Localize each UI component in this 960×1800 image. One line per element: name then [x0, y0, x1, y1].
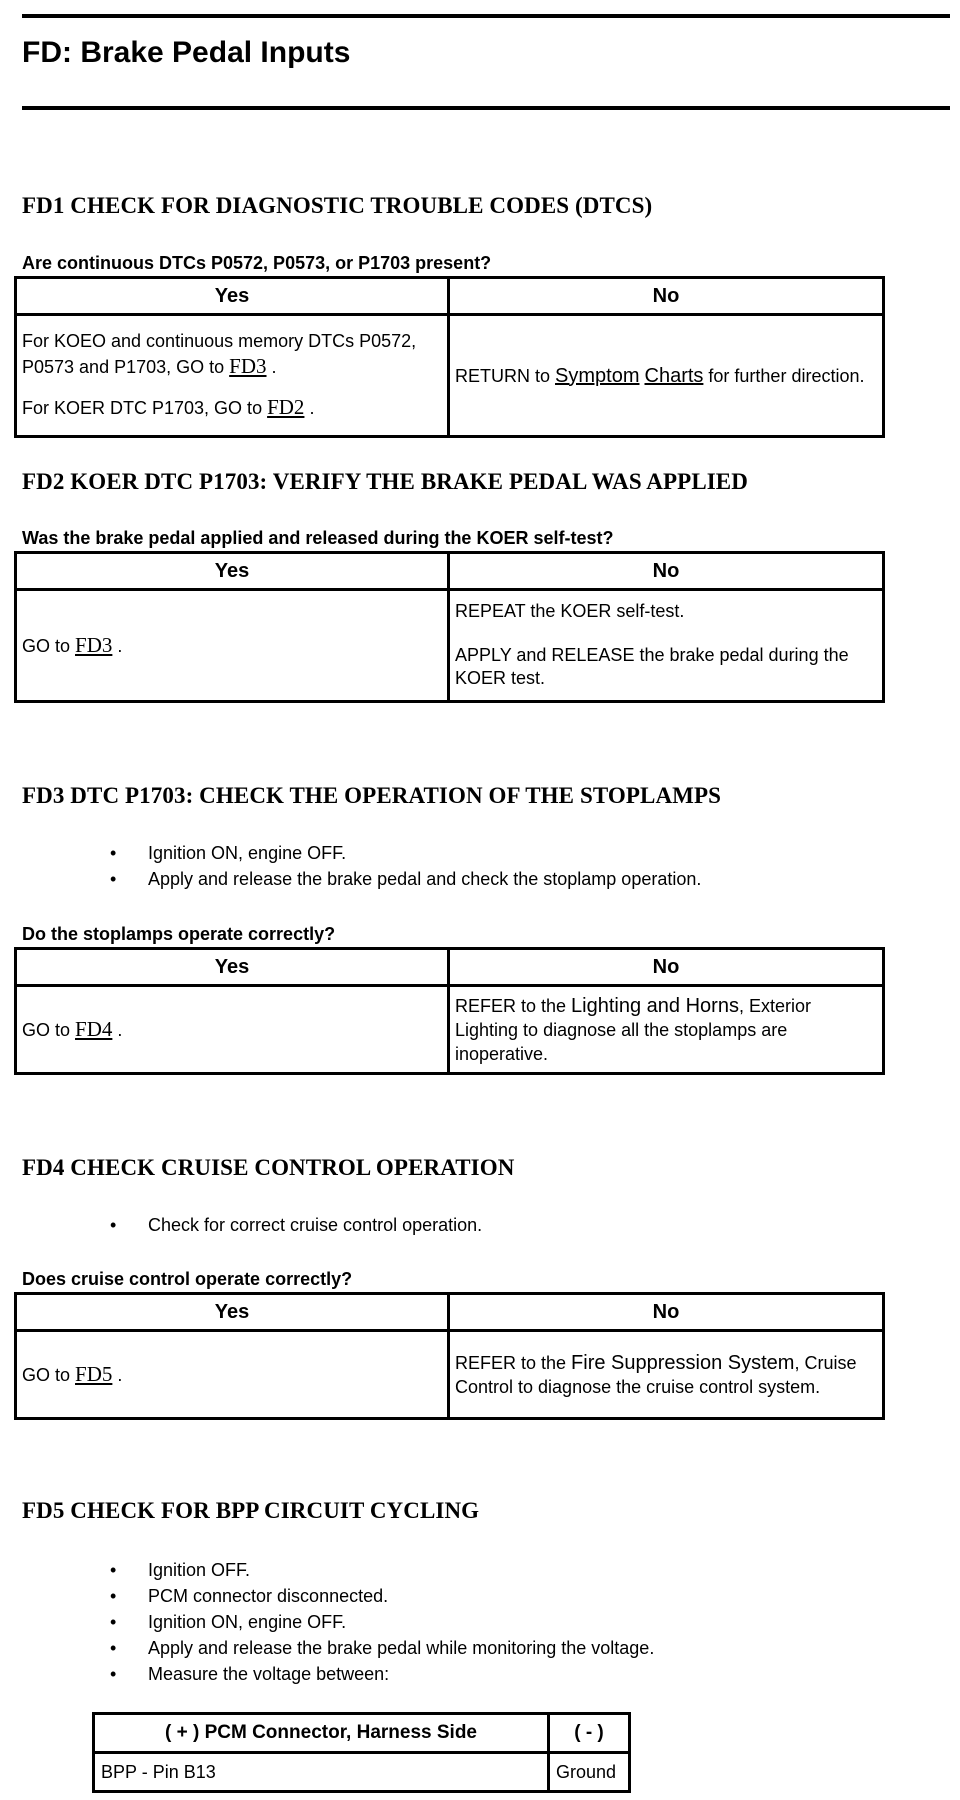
- yes-column-header: Yes: [16, 1294, 449, 1331]
- yes-text: GO to: [22, 1019, 76, 1040]
- step-fd1-table: [14, 276, 885, 438]
- no-column-header: No: [449, 553, 884, 590]
- step-fd4-yes-cell: [16, 1331, 449, 1419]
- no-column-header: No: [449, 949, 884, 986]
- fd5-link[interactable]: FD5: [75, 1361, 113, 1386]
- step-fd2-yes-cell: [16, 590, 449, 702]
- fd4-link[interactable]: FD4: [75, 1016, 113, 1041]
- step-fd2-table: [14, 551, 885, 703]
- pcm-connector-header: ( + ) PCM Connector, Harness Side: [94, 1714, 549, 1753]
- page-title: FD: Brake Pedal Inputs: [22, 36, 351, 69]
- step-fd3-bullets: [110, 840, 701, 892]
- yes-line1-text: For KOEO and continuous memory DTCs P0572, P0573 and P1703, GO to: [22, 330, 417, 377]
- bullet-item: • Ignition OFF.: [110, 1557, 654, 1583]
- bullet-item: • Ignition ON, engine OFF.: [110, 1609, 654, 1635]
- minus-header: ( - ): [549, 1714, 630, 1753]
- no-text-before: REFER to the: [455, 996, 572, 1017]
- bullet-item: • PCM connector disconnected.: [110, 1583, 654, 1609]
- ground-cell: Ground: [549, 1753, 630, 1792]
- step-fd2-no-cell: [449, 590, 884, 702]
- step-fd4-table: [14, 1292, 885, 1420]
- yes-text: GO to: [22, 1364, 76, 1385]
- yes-end: .: [112, 1019, 123, 1040]
- step-fd3-table: [14, 947, 885, 1075]
- no-line1: REPEAT the KOER self-test.: [455, 601, 685, 622]
- no-text-after: , Exterior Lighting to diagnose all the stoplamps are inoperative.: [455, 996, 811, 1064]
- step-fd2-heading: FD2 KOER DTC P1703: VERIFY THE BRAKE PEDAL WAS APPLIED: [22, 469, 748, 494]
- step-fd3-heading: FD3 DTC P1703: CHECK THE OPERATION OF THE STOPLAMPS: [22, 783, 722, 808]
- fd3-link[interactable]: FD3: [75, 632, 113, 657]
- yes-line2-end: .: [304, 398, 315, 419]
- step-fd3-no-cell: [449, 986, 884, 1074]
- step-fd4-no-cell: [449, 1331, 884, 1419]
- fd3-link[interactable]: FD3: [229, 353, 267, 378]
- lighting-and-horns-ref[interactable]: Lighting and Horns: [571, 995, 739, 1018]
- step-fd3-yes-cell: [16, 986, 449, 1074]
- yes-line1-end: .: [266, 356, 277, 377]
- no-text-after: for further direction.: [703, 365, 865, 386]
- fd2-link[interactable]: FD2: [267, 395, 305, 420]
- step-fd4-question: Does cruise control operate correctly?: [22, 1269, 353, 1289]
- title-underline-rule: [22, 106, 950, 110]
- bullet-item: • Ignition ON, engine OFF.: [110, 840, 701, 866]
- symptom-link[interactable]: Symptom: [555, 364, 640, 387]
- step-fd2-question: Was the brake pedal applied and released during the KOER self-test?: [22, 528, 614, 548]
- step-fd1-no-cell: [449, 315, 884, 437]
- step-fd5-bullets: [110, 1557, 654, 1687]
- step-fd1-heading: FD1 CHECK FOR DIAGNOSTIC TROUBLE CODES (DTCS): [22, 193, 653, 218]
- top-rule: [22, 14, 950, 18]
- bullet-item: • Measure the voltage between:: [110, 1661, 654, 1687]
- no-text-after: , Cruise Control to diagnose the cruise control system.: [455, 1352, 857, 1397]
- bullet-item: • Check for correct cruise control operation.: [110, 1212, 482, 1238]
- bullet-item: • Apply and release the brake pedal and check the stoplamp operation.: [110, 866, 701, 892]
- charts-link[interactable]: Charts: [644, 364, 704, 387]
- yes-column-header: Yes: [16, 553, 449, 590]
- yes-column-header: Yes: [16, 949, 449, 986]
- no-line2: APPLY and RELEASE the brake pedal during the KOER test.: [455, 644, 849, 689]
- bpp-pin-cell: BPP - Pin B13: [94, 1753, 549, 1792]
- step-fd3-question: Do the stoplamps operate correctly?: [22, 924, 336, 944]
- step-fd5-heading: FD5 CHECK FOR BPP CIRCUIT CYCLING: [22, 1498, 480, 1523]
- yes-end: .: [112, 1364, 123, 1385]
- measurement-table: [92, 1712, 631, 1793]
- step-fd4-bullets: [110, 1212, 482, 1238]
- no-text-before: REFER to the: [455, 1352, 572, 1373]
- fire-suppression-ref[interactable]: Fire Suppression System: [571, 1351, 795, 1374]
- step-fd1-yes-cell: [16, 315, 449, 437]
- no-column-header: No: [449, 1294, 884, 1331]
- step-fd1-question: Are continuous DTCs P0572, P0573, or P1703 present?: [22, 253, 492, 273]
- yes-line2-text: For KOER DTC P1703, GO to: [22, 398, 268, 419]
- no-column-header: No: [449, 278, 884, 315]
- yes-column-header: Yes: [16, 278, 449, 315]
- yes-text: GO to: [22, 635, 76, 656]
- yes-end: .: [112, 635, 123, 656]
- bullet-item: • Apply and release the brake pedal while monitoring the voltage.: [110, 1635, 654, 1661]
- no-text-before: RETURN to: [455, 365, 556, 386]
- step-fd4-heading: FD4 CHECK CRUISE CONTROL OPERATION: [22, 1155, 515, 1180]
